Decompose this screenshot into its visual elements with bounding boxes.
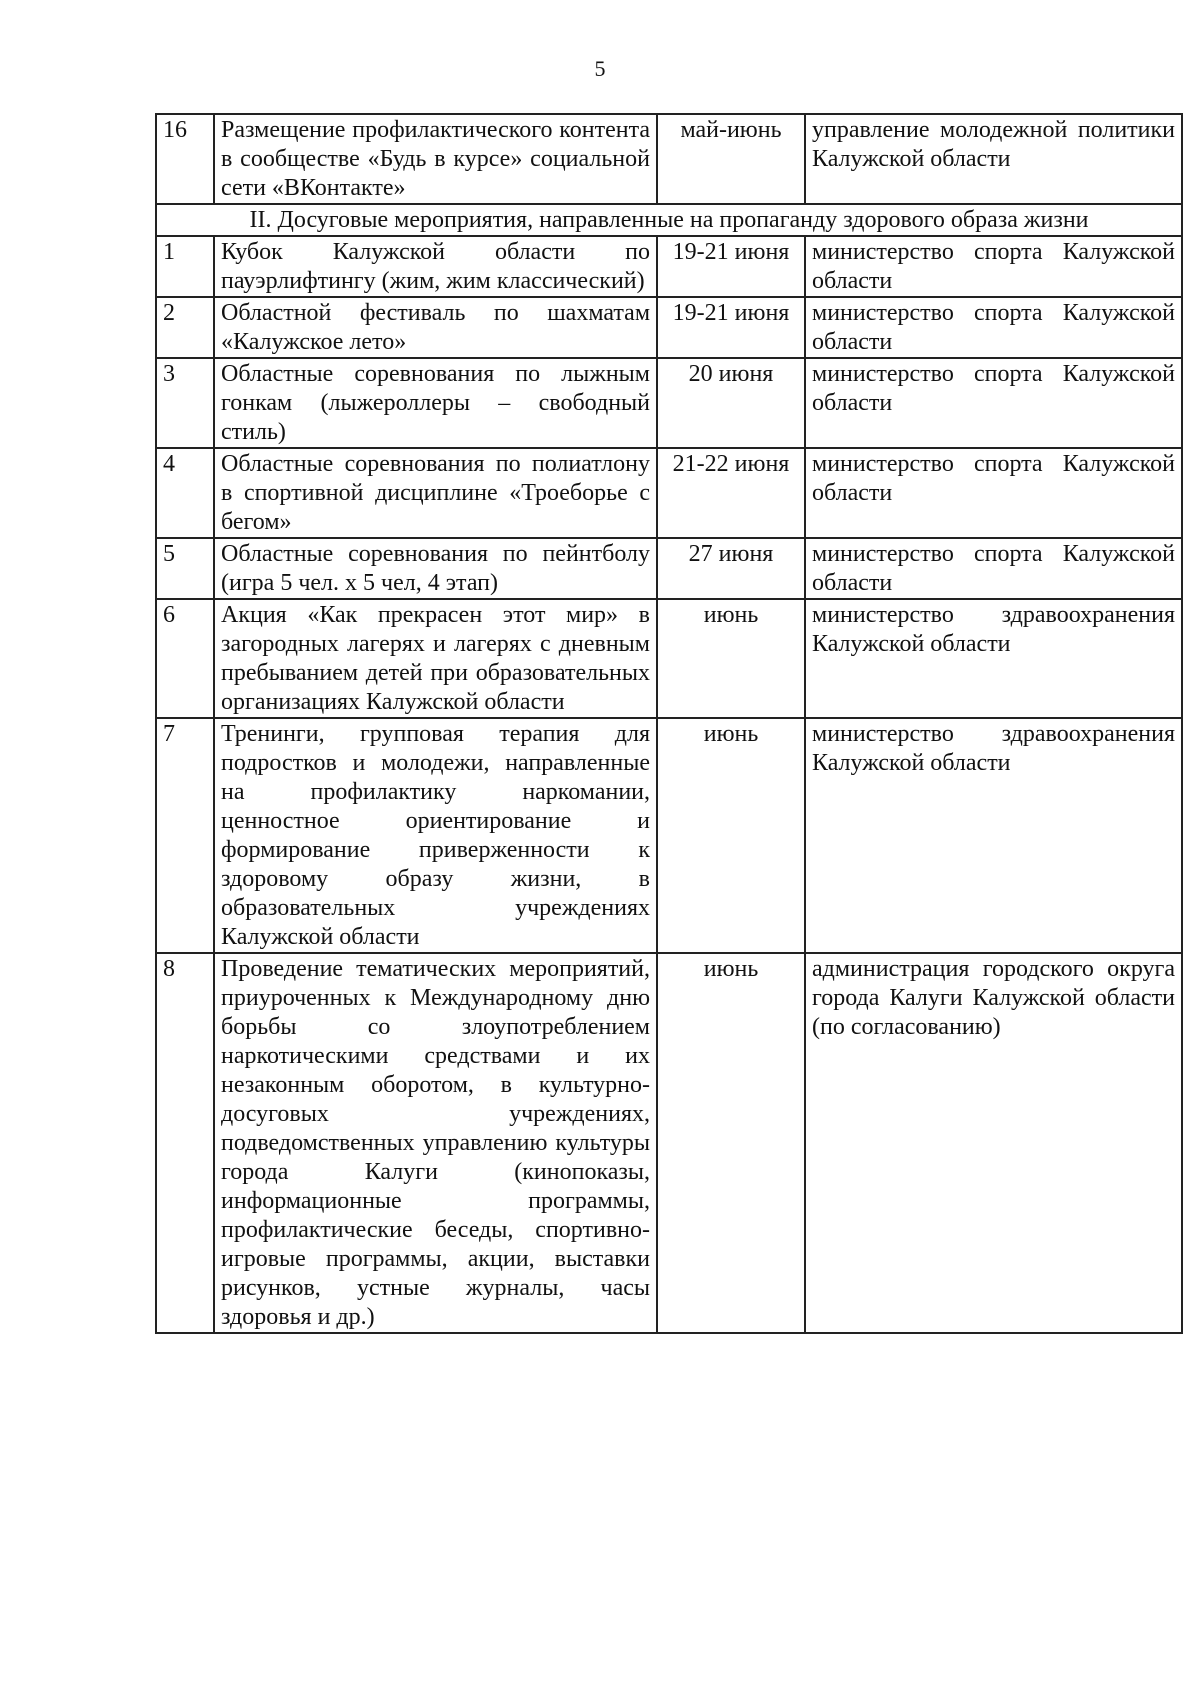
- table-row: [156, 718, 1182, 953]
- responsible-cell: министерство спорта Калужской области: [805, 538, 1182, 599]
- date-cell: июнь: [657, 953, 805, 1333]
- row-number: 8: [156, 953, 214, 1333]
- activity-cell: Областной фестиваль по шахматам «Калужское лето»: [214, 297, 657, 358]
- activity-cell: Кубок Калужской области по пауэрлифтингу (жим, жим классический): [214, 236, 657, 297]
- activities-table-body: [156, 114, 1182, 1333]
- table-row: [156, 538, 1182, 599]
- responsible-cell: министерство спорта Калужской области: [805, 297, 1182, 358]
- activities-table: [155, 113, 1183, 1334]
- table-row: [156, 358, 1182, 448]
- activity-cell: Областные соревнования по пейнтболу (игра 5 чел. х 5 чел, 4 этап): [214, 538, 657, 599]
- date-cell: 21-22 июня: [657, 448, 805, 538]
- date-cell: май-июнь: [657, 114, 805, 204]
- responsible-cell: министерство спорта Калужской области: [805, 236, 1182, 297]
- responsible-cell: администрация городского округа города Калуги Калужской области (по согласованию): [805, 953, 1182, 1333]
- responsible-cell: управление молодежной политики Калужской области: [805, 114, 1182, 204]
- page-number: 5: [594, 56, 606, 81]
- activity-cell: Тренинги, групповая терапия для подростков и молодежи, направленные на профилактику наркомании, ценностное ориентирование и формирование приверженности к здоровому образу жизни, в образовательных учреждениях Калужской области: [214, 718, 657, 953]
- row-number: 1: [156, 236, 214, 297]
- row-number: 2: [156, 297, 214, 358]
- date-cell: 19-21 июня: [657, 297, 805, 358]
- date-cell: июнь: [657, 599, 805, 718]
- row-number: 7: [156, 718, 214, 953]
- responsible-cell: министерство спорта Калужской области: [805, 448, 1182, 538]
- row-number: 6: [156, 599, 214, 718]
- row-number: 16: [156, 114, 214, 204]
- section-row: [156, 204, 1182, 236]
- activity-cell: Размещение профилактического контента в сообществе «Будь в курсе» социальной сети «ВКонтакте»: [214, 114, 657, 204]
- table-row: [156, 236, 1182, 297]
- section-title: II. Досуговые мероприятия, направленные на пропаганду здорового образа жизни: [156, 204, 1182, 236]
- row-number: 5: [156, 538, 214, 599]
- date-cell: 20 июня: [657, 358, 805, 448]
- table-row: [156, 448, 1182, 538]
- activity-cell: Акция «Как прекрасен этот мир» в загородных лагерях и лагерях с дневным пребыванием детей при образовательных организациях Калужской области: [214, 599, 657, 718]
- table-row: [156, 953, 1182, 1333]
- row-number: 4: [156, 448, 214, 538]
- table-row: [156, 114, 1182, 204]
- table-row: [156, 297, 1182, 358]
- date-cell: 27 июня: [657, 538, 805, 599]
- row-number: 3: [156, 358, 214, 448]
- responsible-cell: министерство здравоохранения Калужской области: [805, 599, 1182, 718]
- activity-cell: Областные соревнования по полиатлону в спортивной дисциплине «Троеборье с бегом»: [214, 448, 657, 538]
- date-cell: 19-21 июня: [657, 236, 805, 297]
- responsible-cell: министерство спорта Калужской области: [805, 358, 1182, 448]
- activity-cell: Проведение тематических мероприятий, приуроченных к Международному дню борьбы со злоупотреблением наркотическими средствами и их незаконным оборотом, в культурно-досуговых учреждениях, подведомственных управлению культуры города Калуги (кинопоказы, информационные программы, профилактические беседы, спортивно-игровые программы, акции, выставки рисунков, устные журналы, часы здоровья и др.): [214, 953, 657, 1333]
- responsible-cell: министерство здравоохранения Калужской области: [805, 718, 1182, 953]
- table-row: [156, 599, 1182, 718]
- date-cell: июнь: [657, 718, 805, 953]
- activity-cell: Областные соревнования по лыжным гонкам (лыжероллеры – свободный стиль): [214, 358, 657, 448]
